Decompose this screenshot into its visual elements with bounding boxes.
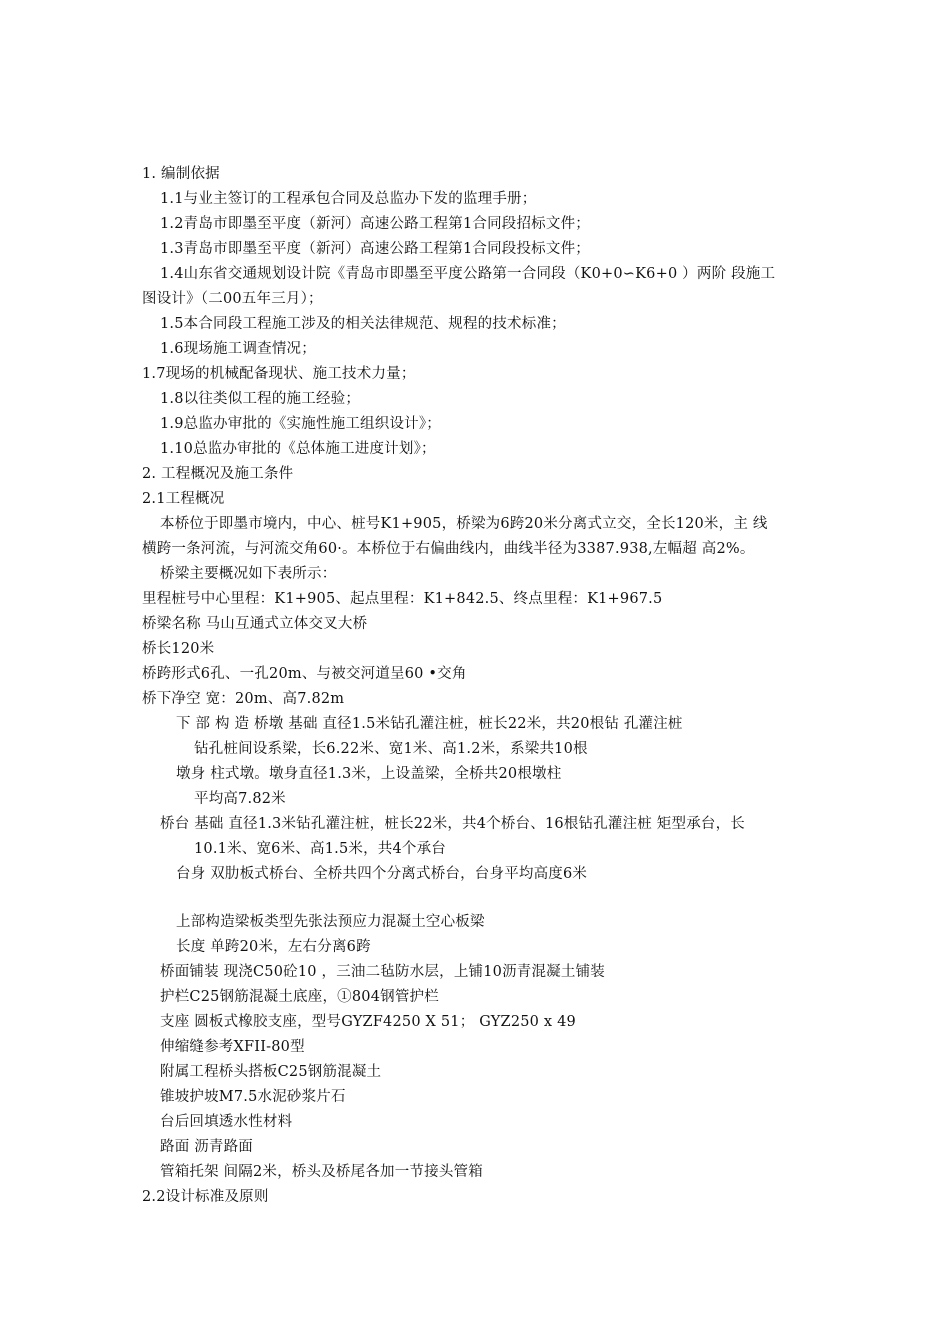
text-line: 路面 沥青路面 — [160, 1139, 254, 1155]
text-line: 平均高7.82米 — [194, 791, 286, 807]
text-line: 桥长120米 — [142, 641, 215, 657]
text-line: 桥跨形式6孔、一孔20m、与被交河道呈60 •交角 — [142, 666, 467, 682]
text-line: 1.6现场施工调查情况； — [160, 341, 316, 357]
text-line: 管箱托架 间隔2米，桥头及桥尾各加一节接头管箱 — [160, 1164, 483, 1180]
text-line: 下 部 构 造 桥墩 基础 直径1.5米钻孔灌注桩，桩长22米，共20根钻 孔灌注桩 — [176, 716, 683, 732]
text-line: 台身 双肋板式桥台、全桥共四个分离式桥台，台身平均高度6米 — [176, 866, 588, 882]
text-line: 1.4山东省交通规划设计院《青岛市即墨至平度公路第一合同段（K0+0∽K6+0 ）两阶 段施工 — [160, 266, 776, 282]
text-line: 1.2青岛市即墨至平度（新河）高速公路工程第1合同段招标文件； — [160, 216, 590, 232]
text-line: 桥梁主要概况如下表所示： — [160, 566, 337, 582]
text-line: 伸缩缝参考XFII-80型 — [160, 1039, 305, 1055]
text-line: 桥台 基础 直径1.3米钻孔灌注桩，桩长22米，共4个桥台、16根钻孔灌注桩 矩型承台，长 — [160, 816, 746, 832]
text-line: 墩身 柱式墩。墩身直径1.3米，上设盖梁，全桥共20根墩柱 — [176, 766, 562, 782]
text-line: 本桥位于即墨市境内，中心、桩号K1+905，桥梁为6跨20米分离式立交，全长120米，主 线 — [160, 516, 768, 532]
text-line: 上部构造梁板类型先张法预应力混凝土空心板梁 — [176, 914, 485, 930]
text-line: 桥梁名称 马山互通式立体交叉大桥 — [142, 616, 368, 632]
text-line: 护栏C25钢筋混凝土底座，①804钢管护栏 — [160, 989, 439, 1005]
text-line: 1.9总监办审批的《实施性施工组织设计》； — [160, 416, 442, 432]
text-line: 台后回填透水性材料 — [160, 1114, 293, 1130]
text-line: 横跨一条河流，与河流交角60·。本桥位于右偏曲线内，曲线半径为3387.938,左幅超 高2%。 — [142, 541, 755, 557]
text-line: 支座 圆板式橡胶支座，型号GYZF4250 X 51； GYZ250 x 49 — [160, 1014, 576, 1030]
text-line: 1.8以往类似工程的施工经验； — [160, 391, 361, 407]
text-line: 锥坡护坡M7.5水泥砂浆片石 — [160, 1089, 346, 1105]
text-line: 1.3青岛市即墨至平度（新河）高速公路工程第1合同段投标文件； — [160, 241, 590, 257]
heading-2: 2. 工程概况及施工条件 — [142, 466, 294, 482]
text-line: 桥面铺装 现浇C50砼10 ，三油二毡防水层，上铺10沥青混凝土铺装 — [160, 964, 605, 980]
text-line: 钻孔桩间设系梁，长6.22米、宽1米、高1.2米，系梁共10根 — [194, 741, 588, 757]
text-line: 1.1与业主签订的工程承包合同及总监办下发的监理手册； — [160, 191, 537, 207]
text-line: 1.5本合同段工程施工涉及的相关法律规范、规程的技术标准； — [160, 316, 566, 332]
text-line: 1.10总监办审批的《总体施工进度计划》； — [160, 441, 436, 457]
text-line: 图设计》（二00五年三月）； — [142, 291, 323, 307]
text-line: 1.7现场的机械配备现状、施工技术力量； — [142, 366, 416, 382]
text-line: 长度 单跨20米，左右分离6跨 — [176, 939, 371, 955]
text-line: 桥下净空 宽：20m、高7.82m — [142, 691, 345, 707]
text-line: 附属工程桥头搭板C25钢筋混凝土 — [160, 1064, 382, 1080]
subheading: 2.2设计标准及原则 — [142, 1189, 269, 1205]
heading-1: 1. 编制依据 — [142, 166, 220, 182]
text-line: 10.1米、宽6米、高1.5米，共4个承台 — [194, 841, 446, 857]
subheading: 2.1工程概况 — [142, 491, 225, 507]
text-line: 里程桩号中心里程：K1+905、起点里程：K1+842.5、终点里程：K1+967.5 — [142, 591, 663, 607]
